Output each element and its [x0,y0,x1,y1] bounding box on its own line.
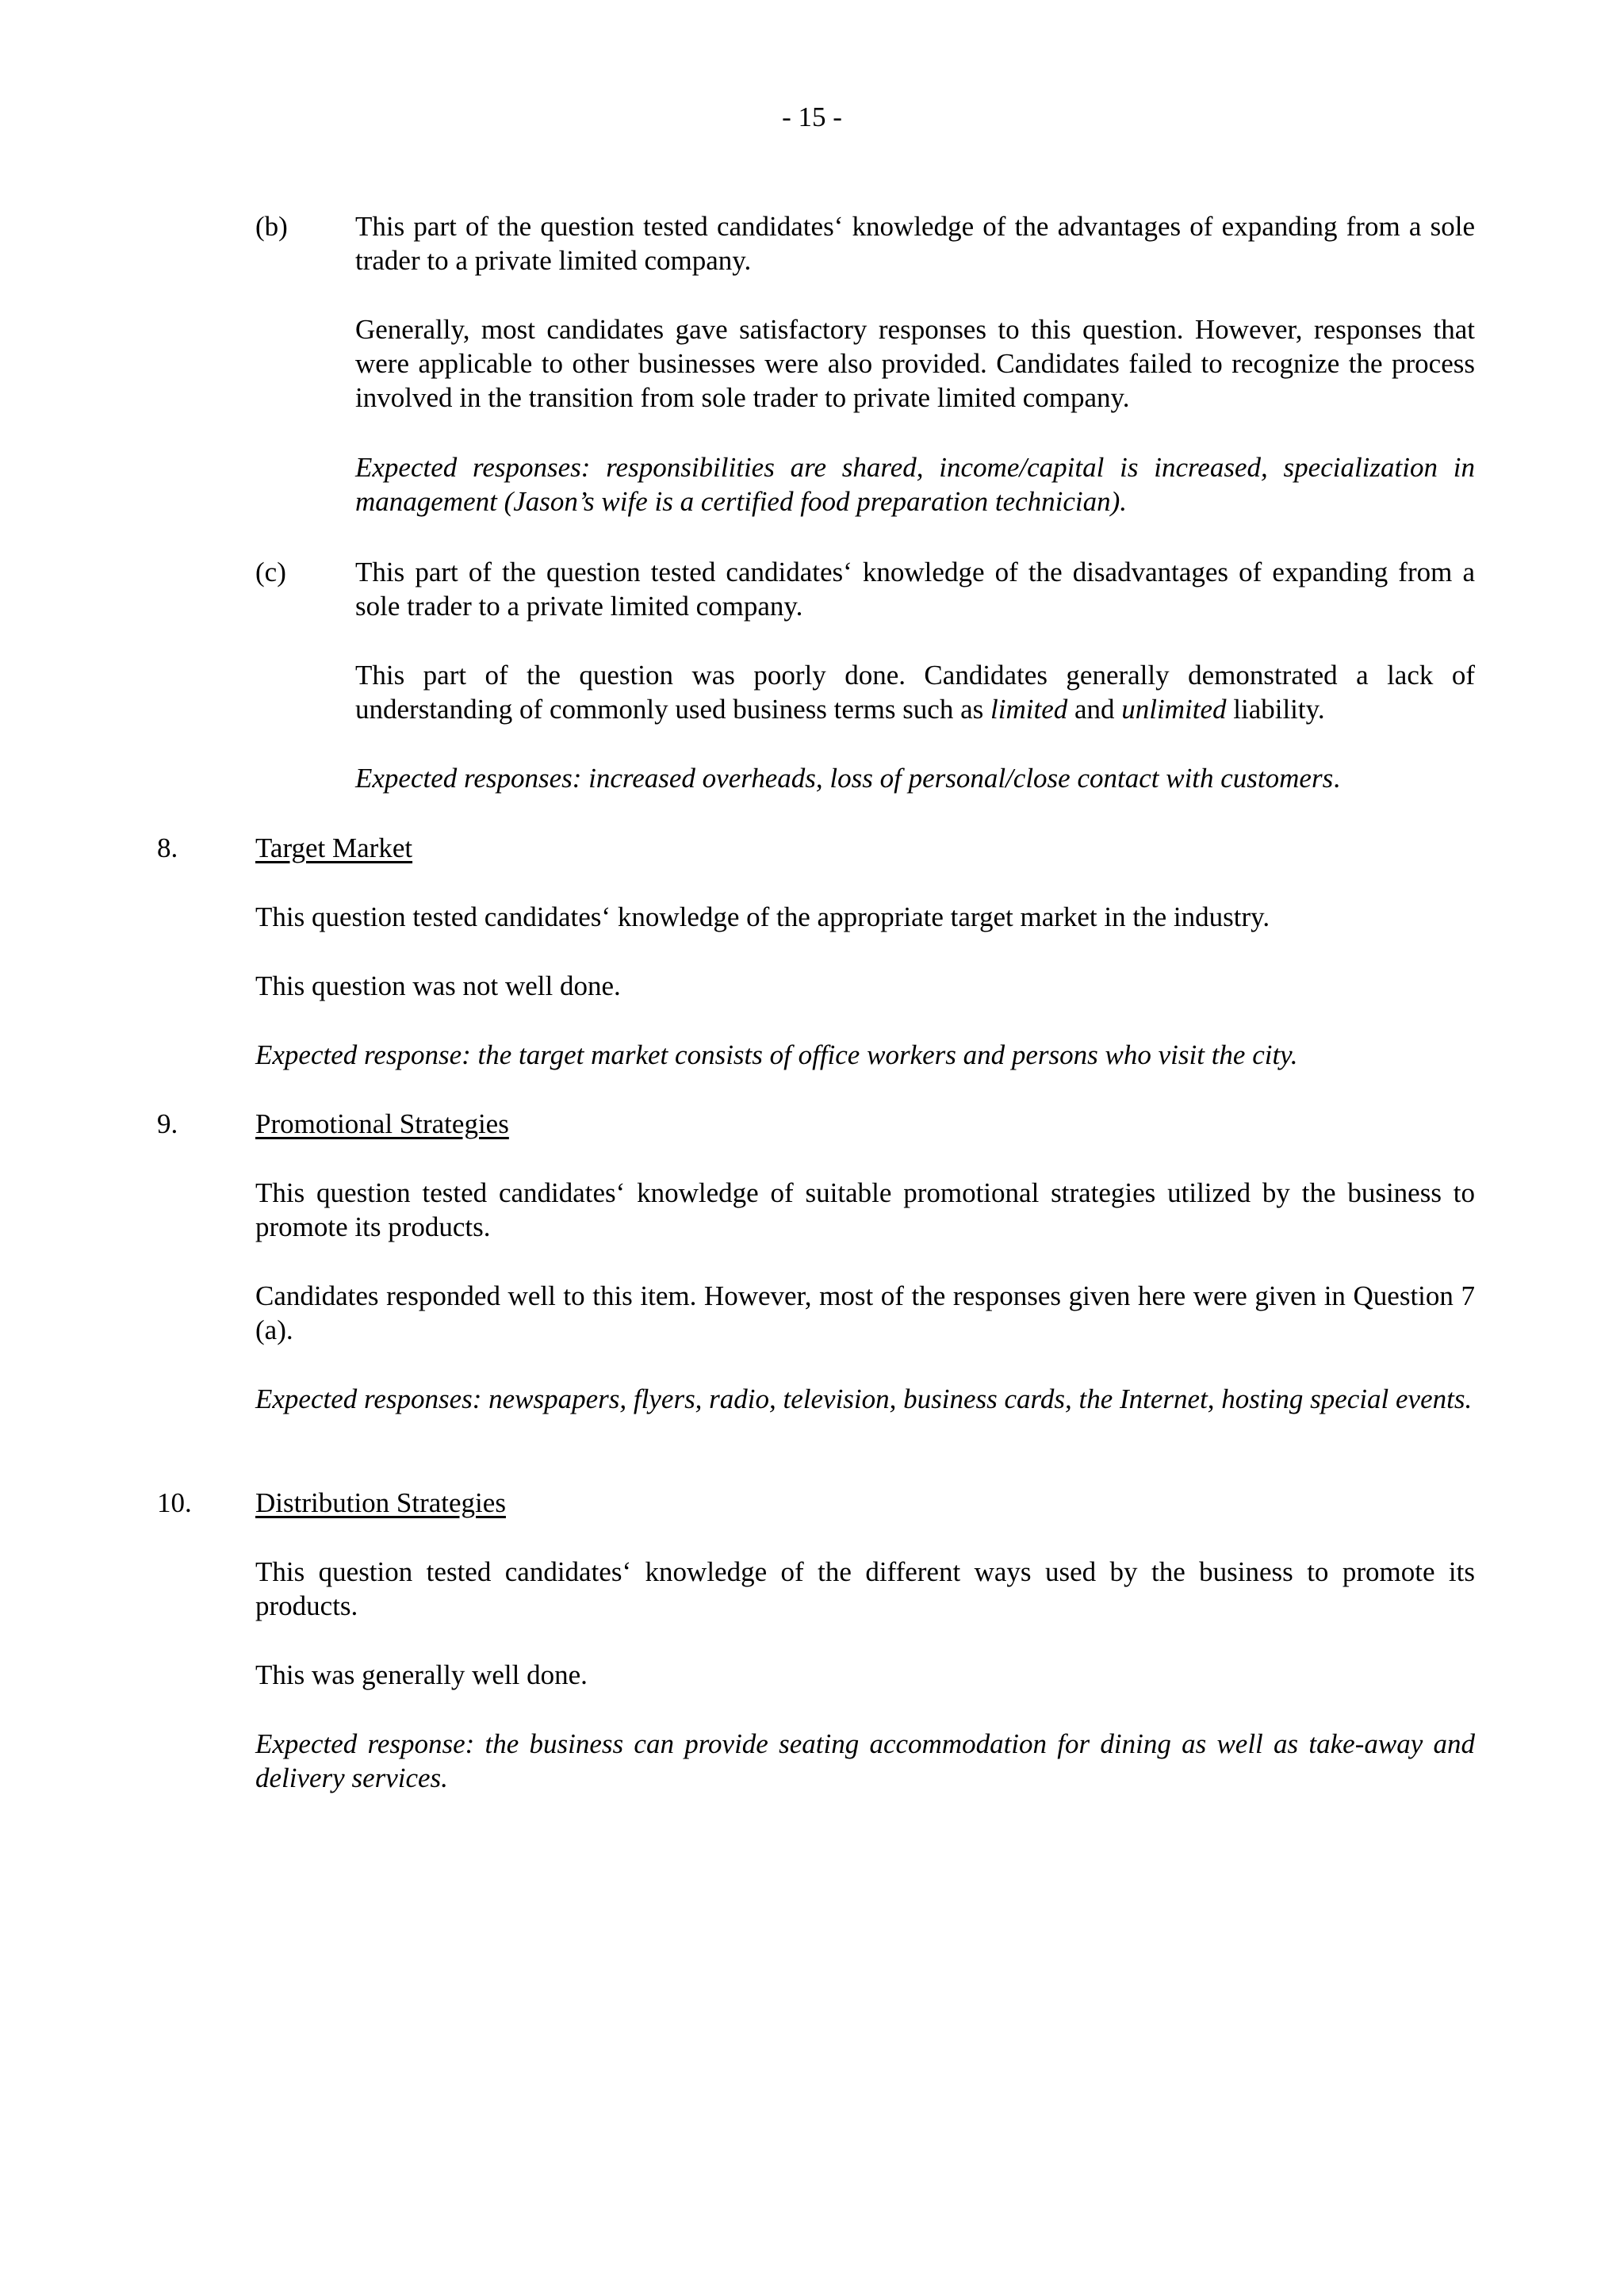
q8-comment: This question was not well done. [255,970,621,1001]
page-number: - 15 - [782,101,842,132]
q8-heading [255,831,1475,865]
q8-intro: This question tested candidates‘ knowledge of the appropriate target market in the industry. [255,901,1270,932]
q10-comment: This was generally well done. [255,1659,588,1690]
part-b-label: (b) [255,211,288,242]
part-c-comment [355,658,1475,726]
term-unlimited: unlimited [1121,694,1227,725]
q10-heading [255,1486,1475,1520]
q10-title: Distribution Strategies [255,1487,506,1518]
q10-number: 10. [157,1487,192,1518]
q8-expected: Expected response: the target market consists of office workers and persons who visit the city. [255,1039,1298,1070]
q9-number: 9. [157,1108,178,1139]
q8-title: Target Market [255,832,413,863]
q10-expected: Expected response: the business can provide seating accommodation for dining as well as take-away and delivery services. [255,1728,1475,1793]
q9-title: Promotional Strategies [255,1108,509,1139]
part-b-intro: This part of the question tested candidates‘ knowledge of the advantages of expanding from a sole trader to a private limited company. [355,211,1475,276]
q10-intro: This question tested candidates‘ knowledge of the different ways used by the business to promote its products. [255,1556,1475,1621]
part-b-comment: Generally, most candidates gave satisfactory responses to this question. However, responses that were applicable to other businesses were also provided. Candidates failed to recognize the process involved in the transition from sole trader to private limited company. [355,314,1475,413]
q9-heading [255,1107,1475,1141]
part-c-intro: This part of the question tested candidates‘ knowledge of the disadvantages of expanding from a sole trader to a private limited company. [355,557,1475,622]
part-c-expected-period: . [1333,763,1340,794]
part-c-expected [355,761,1475,795]
q8-number: 8. [157,832,178,863]
part-c-label: (c) [255,557,286,587]
part-b-expected: Expected responses: responsibilities are shared, income/capital is increased, specialization in management (Jason’s wife is a certified food preparation technician). [355,452,1475,517]
q9-intro: This question tested candidates‘ knowledge of suitable promotional strategies utilized by the business to promote its products. [255,1177,1475,1242]
part-c-comment-start: This part of the question was poorly done. Candidates generally demonstrated a lack of understanding of commonly used business terms such as [355,660,1475,725]
q9-comment: Candidates responded well to this item. However, most of the responses given here were given in Question 7 (a). [255,1280,1475,1345]
part-c-comment-and: and [1067,694,1122,725]
part-c-expected-text: Expected responses: increased overheads, loss of personal/close contact with customers [355,763,1334,794]
part-c-comment-end: liability. [1226,694,1325,725]
q9-expected: Expected responses: newspapers, flyers, radio, television, business cards, the Internet, hosting special events. [255,1383,1473,1414]
term-limited: limited [990,694,1068,725]
